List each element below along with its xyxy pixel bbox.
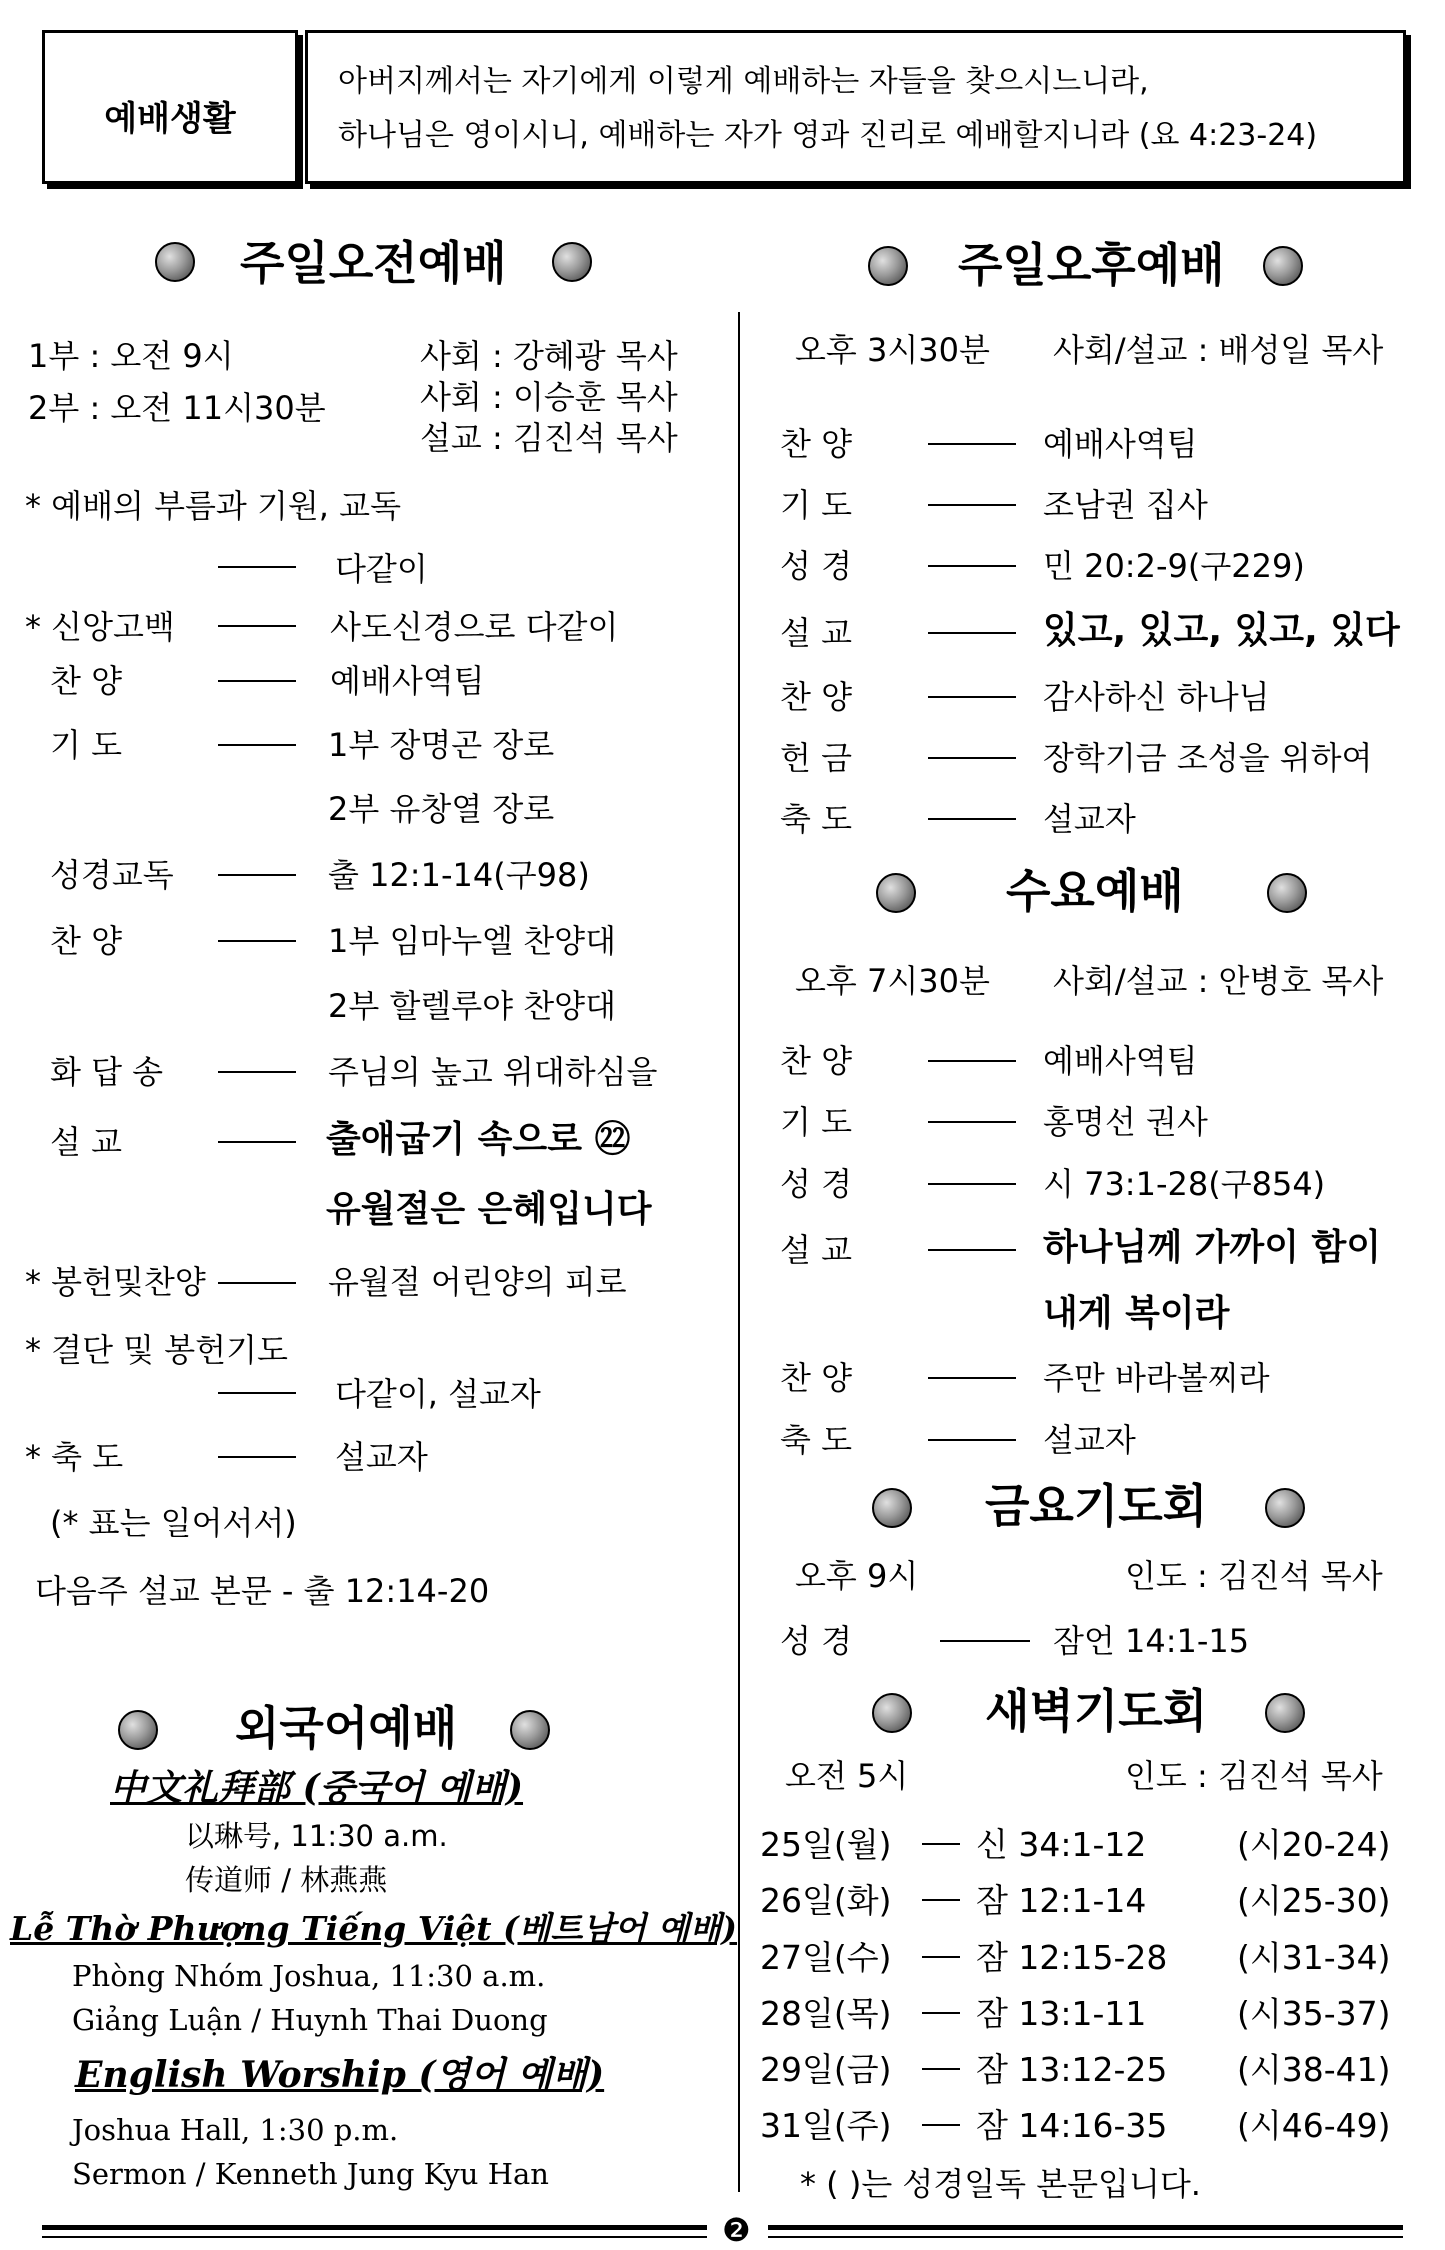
dash [928, 1439, 1016, 1441]
dash [218, 744, 296, 746]
morning-preacher: 설교 : 김진석 목사 [420, 419, 678, 457]
dash [928, 757, 1016, 759]
friday-title: 금요기도회 [985, 1479, 1208, 1533]
bullet-icon [1267, 873, 1307, 913]
dash [218, 940, 296, 942]
bullet-icon [1263, 246, 1303, 286]
morning-prayer-label: 기 도 [50, 726, 122, 764]
dawn-row-day: 31일(주) [760, 2106, 892, 2145]
wednesday-sermon-title-2: 내게 복이라 [1043, 1293, 1230, 1334]
morning-hymn-value: 예배사역팀 [330, 662, 485, 700]
morning-call: * 예배의 부름과 기원, 교독 [25, 487, 401, 525]
wednesday-row-value: 주만 바라볼찌라 [1043, 1359, 1270, 1397]
bullet-icon [1265, 1693, 1305, 1733]
dash [928, 632, 1016, 634]
morning-offering-value: 유월절 어린양의 피로 [328, 1263, 627, 1301]
wednesday-time: 오후 7시30분 [795, 962, 990, 1000]
morning-prayer-1: 1부 장명곤 장로 [328, 726, 555, 764]
morning-sermon-title-1: 출애굽기 속으로 ㉒ [326, 1119, 631, 1160]
footer-rule-left [42, 2225, 707, 2230]
bullet-icon [118, 1710, 158, 1750]
dash [922, 2012, 960, 2014]
dawn-row-psalm: (시35-37) [1237, 1994, 1391, 2033]
footer-rule-right-thin [768, 2236, 1403, 2238]
afternoon-row-value: 민 20:2-9(구229) [1043, 547, 1305, 585]
dawn-row-psalm: (시38-41) [1237, 2050, 1391, 2089]
afternoon-row-value: 설교자 [1043, 800, 1136, 838]
dash [928, 1121, 1016, 1123]
afternoon-row-label: 찬 양 [780, 425, 852, 463]
afternoon-time: 오후 3시30분 [795, 331, 990, 369]
dash [928, 696, 1016, 698]
wednesday-row-label: 설 교 [780, 1231, 852, 1269]
bullet-icon [155, 242, 195, 282]
english-service-title: English Worship (영어 예배) [75, 2054, 605, 2096]
dawn-row-psalm: (시20-24) [1237, 1825, 1391, 1864]
wednesday-row-label: 찬 양 [780, 1042, 852, 1080]
dash [218, 1141, 296, 1143]
dawn-time: 오전 5시 [785, 1757, 909, 1795]
dash [922, 1899, 960, 1901]
afternoon-row-value: 장학기금 조성을 위하여 [1043, 739, 1373, 777]
dash [928, 1249, 1016, 1251]
morning-response-label: 화 답 송 [50, 1053, 164, 1091]
dawn-note: * ( )는 성경일독 본문입니다. [800, 2165, 1201, 2203]
morning-sermon-title-2: 유월절은 은혜입니다 [326, 1189, 652, 1230]
bullet-icon [552, 242, 592, 282]
afternoon-row-value: 감사하신 하나님 [1043, 678, 1270, 716]
wednesday-row-value: 홍명선 권사 [1043, 1103, 1208, 1141]
dash [928, 443, 1016, 445]
morning-choir-label: 찬 양 [50, 922, 122, 960]
afternoon-sermon-title: 있고, 있고, 있고, 있다 [1043, 610, 1400, 651]
wednesday-row-label: 성 경 [780, 1165, 852, 1203]
bullet-icon [1265, 1488, 1305, 1528]
friday-leader: 인도 : 김진석 목사 [1125, 1557, 1383, 1595]
dawn-title: 새벽기도회 [985, 1684, 1208, 1738]
morning-decision-label: * 결단 및 봉헌기도 [25, 1331, 288, 1369]
dash [928, 1060, 1016, 1062]
column-divider [738, 312, 740, 2192]
vietnamese-service-line-2: Giảng Luận / Huynh Thai Duong [72, 2003, 548, 2037]
wednesday-row-label: 축 도 [780, 1421, 852, 1459]
dawn-row-text: 잠 12:1-14 [976, 1881, 1147, 1920]
dash [922, 2068, 960, 2070]
bullet-icon [868, 246, 908, 286]
dawn-row-text: 잠 12:15-28 [976, 1938, 1168, 1977]
dash [218, 874, 296, 876]
morning-reading-value: 출 12:1-14(구98) [328, 856, 590, 894]
friday-scripture-label: 성 경 [780, 1622, 852, 1660]
morning-leader-2: 사회 : 이승훈 목사 [420, 378, 678, 416]
english-service-line-2: Sermon / Kenneth Jung Kyu Han [72, 2157, 549, 2191]
dawn-row-day: 26일(화) [760, 1881, 892, 1920]
friday-scripture-value: 잠언 14:1-15 [1053, 1622, 1250, 1660]
afternoon-row-value: 조남권 집사 [1043, 486, 1208, 524]
morning-benediction-value: 설교자 [335, 1438, 428, 1476]
dawn-row-psalm: (시31-34) [1237, 1938, 1391, 1977]
morning-stand-note: (* 표는 일어서서) [50, 1504, 297, 1542]
verse-line-2: 하나님은 영이시니, 예배하는 자가 영과 진리로 예배할지니라 (요 4:23-24) [338, 118, 1318, 153]
afternoon-row-label: 성 경 [780, 547, 852, 585]
header-label-box [42, 30, 298, 184]
wednesday-title: 수요예배 [1006, 864, 1184, 918]
dash [218, 1456, 296, 1458]
vietnamese-service-title: Lễ Thờ Phượng Tiếng Việt (베트남어 예배) [10, 1909, 738, 1948]
morning-service-2: 2부 : 오전 11시30분 [28, 389, 326, 427]
dash [218, 1392, 296, 1394]
morning-choir-1: 1부 임마누엘 찬양대 [328, 922, 616, 960]
dash [922, 1843, 960, 1845]
afternoon-row-label: 헌 금 [780, 739, 852, 777]
morning-decision-value: 다같이, 설교자 [335, 1375, 541, 1413]
wednesday-sermon-title-1: 하나님께 가까이 함이 [1043, 1227, 1382, 1268]
morning-call-value: 다같이 [335, 550, 428, 588]
chinese-service-line-2: 传道师 / 林燕燕 [185, 1863, 388, 1897]
morning-choir-2: 2부 할렐루야 찬양대 [328, 987, 616, 1025]
bullet-icon [510, 1710, 550, 1750]
chinese-service-line-1: 以琳号, 11:30 a.m. [185, 1819, 448, 1853]
dawn-row-day: 28일(목) [760, 1994, 892, 2033]
dash [928, 1377, 1016, 1379]
morning-offering-label: * 봉헌및찬양 [25, 1263, 206, 1301]
header-label: 예배생활 [104, 99, 236, 139]
next-week-sermon: 다음주 설교 본문 - 출 12:14-20 [35, 1572, 490, 1610]
wednesday-row-label: 찬 양 [780, 1359, 852, 1397]
footer-rule-right [768, 2225, 1403, 2230]
verse-line-1: 아버지께서는 자기에게 이렇게 예배하는 자들을 찾으시느니라, [338, 64, 1149, 99]
morning-reading-label: 성경교독 [50, 856, 174, 894]
vietnamese-service-line-1: Phòng Nhóm Joshua, 11:30 a.m. [72, 1959, 546, 1993]
english-service-line-1: Joshua Hall, 1:30 p.m. [72, 2113, 399, 2147]
wednesday-row-label: 기 도 [780, 1103, 852, 1141]
morning-response-value: 주님의 높고 위대하심을 [328, 1053, 658, 1091]
foreign-title: 외국어예배 [235, 1701, 458, 1755]
afternoon-title: 주일오후예배 [958, 238, 1225, 292]
dash [940, 1640, 1030, 1642]
wednesday-leader: 사회/설교 : 안병호 목사 [1053, 962, 1384, 1000]
page-number: ❷ [722, 2211, 751, 2249]
dash [218, 1282, 296, 1284]
dash [928, 818, 1016, 820]
dash [922, 1956, 960, 1958]
dawn-row-day: 27일(수) [760, 1938, 892, 1977]
dawn-leader: 인도 : 김진석 목사 [1125, 1757, 1383, 1795]
dawn-row-text: 잠 14:16-35 [976, 2106, 1168, 2145]
dash [928, 504, 1016, 506]
chinese-service-title: 中文礼拜部 (중국어 예배) [110, 1767, 524, 1809]
dash [218, 625, 296, 627]
wednesday-row-value: 설교자 [1043, 1421, 1136, 1459]
dawn-row-psalm: (시46-49) [1237, 2106, 1391, 2145]
morning-title: 주일오전예배 [240, 236, 507, 290]
bullet-icon [872, 1693, 912, 1733]
wednesday-row-value: 예배사역팀 [1043, 1042, 1198, 1080]
dash [218, 566, 296, 568]
dash [928, 565, 1016, 567]
header-verse-box [305, 30, 1406, 184]
afternoon-row-label: 설 교 [780, 614, 852, 652]
dawn-row-text: 잠 13:12-25 [976, 2050, 1168, 2089]
morning-creed-value: 사도신경으로 다같이 [330, 608, 619, 646]
wednesday-row-value: 시 73:1-28(구854) [1043, 1165, 1326, 1203]
dawn-row-text: 잠 13:1-11 [976, 1994, 1147, 2033]
dawn-row-text: 신 34:1-12 [976, 1825, 1147, 1864]
morning-service-1: 1부 : 오전 9시 [28, 337, 234, 375]
afternoon-row-label: 찬 양 [780, 678, 852, 716]
morning-benediction-label: * 축 도 [25, 1438, 124, 1476]
friday-time: 오후 9시 [795, 1557, 919, 1595]
morning-sermon-label: 설 교 [50, 1123, 122, 1161]
bullet-icon [876, 873, 916, 913]
dash [922, 2124, 960, 2126]
morning-prayer-2: 2부 유창열 장로 [328, 790, 555, 828]
dawn-row-psalm: (시25-30) [1237, 1881, 1391, 1920]
dash [218, 680, 296, 682]
morning-hymn-label: 찬 양 [50, 662, 122, 700]
afternoon-row-label: 축 도 [780, 800, 852, 838]
morning-leader-1: 사회 : 강혜광 목사 [420, 337, 678, 375]
footer-rule-left-thin [42, 2236, 707, 2238]
afternoon-row-label: 기 도 [780, 486, 852, 524]
afternoon-leader: 사회/설교 : 배성일 목사 [1053, 331, 1384, 369]
bullet-icon [872, 1488, 912, 1528]
morning-creed-label: * 신앙고백 [25, 608, 175, 646]
dash [218, 1071, 296, 1073]
afternoon-row-value: 예배사역팀 [1043, 425, 1198, 463]
dawn-row-day: 29일(금) [760, 2050, 892, 2089]
dawn-row-day: 25일(월) [760, 1825, 892, 1864]
dash [928, 1183, 1016, 1185]
